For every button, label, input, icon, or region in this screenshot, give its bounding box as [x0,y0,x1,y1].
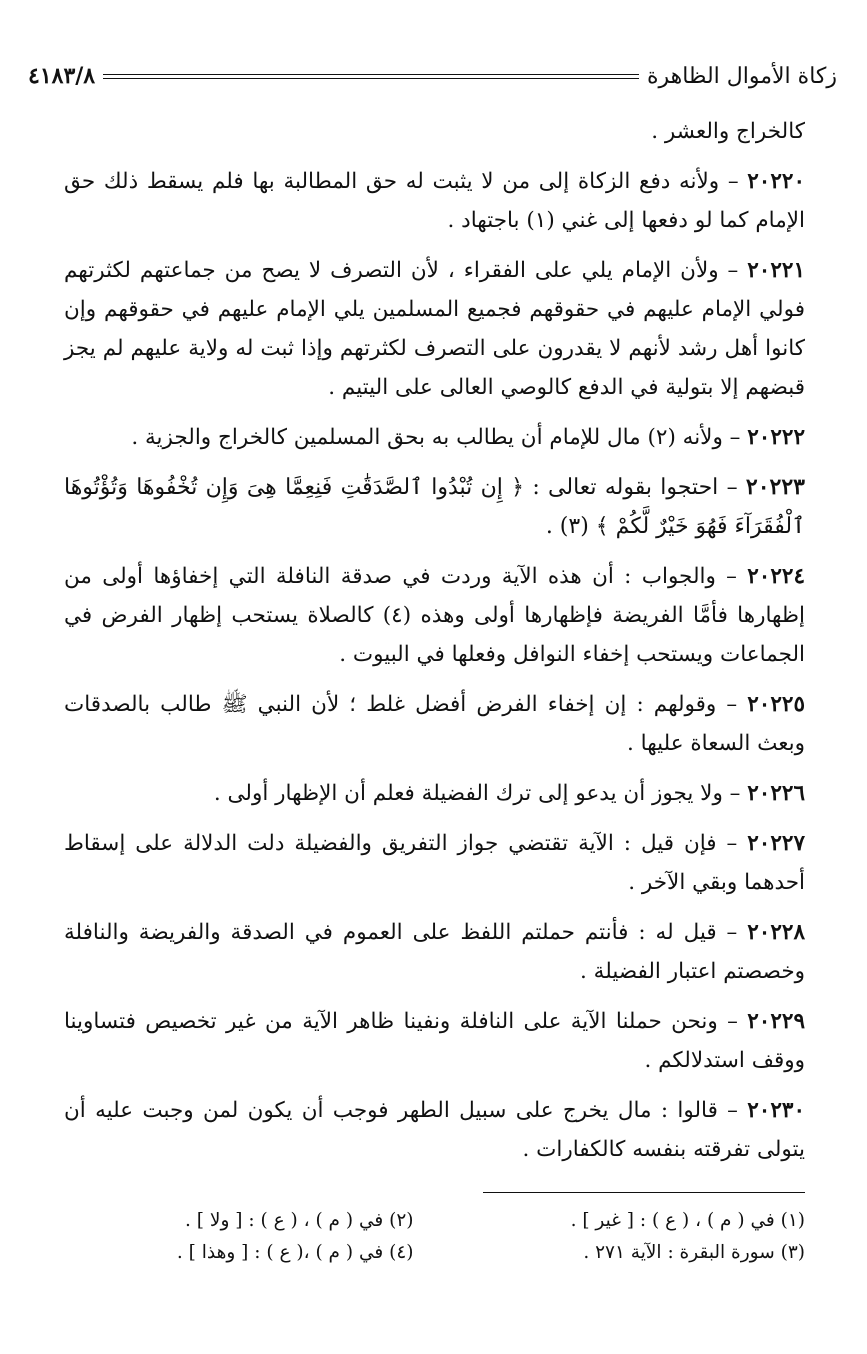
paragraph-text: – ولا يجوز أن يدعو إلى ترك الفضيلة فعلم أن الإظهار أولى . [213,781,748,806]
paragraph-number: ٢٠٢٢٨ [747,920,805,945]
paragraph-text: – قالوا : مال يخرج على سبيل الطهر فوجب أن يكون لمن وجبت عليه أن يتولى تفرقته بنفسه كالكفارات . [64,1098,805,1162]
paragraph-number: ٢٠٢٢٠ [747,169,805,194]
paragraph-text: كالخراج والعشر . [651,119,805,144]
running-title: زكاة الأموال الظاهرة [646,63,837,89]
paragraph [64,913,805,991]
page-number: ٤١٨٣/٨ [28,63,96,89]
paragraph-text: – احتجوا بقوله تعالى : ﴿ إِن تُبْدُوا ٱلصَّدَقَٰتِ فَنِعِمَّا هِىَ وَإِن تُخْفُوهَا وَتُؤْتُوهَا ٱلْفُقَرَآءَ فَهُوَ خَيْرٌ لَّكُمْ ﴾ (٣) . [64,475,805,539]
paragraph-number: ٢٠٢٢٧ [747,831,805,856]
paragraph-number: ٢٠٢٢٥ [747,692,805,717]
paragraph-text: – والجواب : أن هذه الآية وردت في صدقة النافلة التي إخفاؤها أولى من إظهارها فأمَّا الفريضة فإظهارها أولى وهذه (٤) كالصلاة يستحب إظهار الفرض في الجماعات ويستحب إخفاء النوافل وفعلها في البيوت . [64,564,805,667]
header-rule [103,74,639,79]
paragraph-text: – ولأن الإمام يلي على الفقراء ، لأن التصرف لا يصح من جماعتهم لكثرتهم فولي الإمام عليهم في حقوقهم فجميع المسلمين يلي الإمام عليهم في حقوقهم وإن كانوا أهل رشد لأنهم لا يقدرون على التصرف لكثرتهم وإذا ثبت له ولاية عليهم لم يجز قبضهم إلا بتولية في الدفع كالوصي العالى على اليتيم . [64,258,805,400]
paragraph-text: – ونحن حملنا الآية على النافلة ونفينا ظاهر الآية من غير تخصيص فتساوينا ووقف استدلالكم . [64,1009,805,1073]
footnote-1: (١) في ( م ) ، ( ع ) : [ غير ] . [570,1210,805,1231]
paragraph-text: – فإن قيل : الآية تقتضي جواز التفريق والفضيلة دلت الدلالة على إسقاط أحدهما وبقي الآخر . [64,831,805,895]
paragraph-text: – وقولهم : إن إخفاء الفرض أفضل غلط ؛ لأن النبي ﷺ طالب بالصدقات وبعث السعاة عليها . [64,692,805,756]
paragraph-text: – ولأنه (٢) مال للإمام أن يطالب به بحق المسلمين كالخراج والجزية . [131,425,748,450]
body-text [64,112,805,1180]
paragraph-number: ٢٠٢٢٣ [745,474,805,500]
paragraph [64,1091,805,1169]
footnote-separator [483,1192,805,1193]
paragraph [64,824,805,902]
footnotes [62,1208,805,1266]
paragraph [64,251,805,407]
paragraph-number: ٢٠٢٢٩ [747,1009,805,1034]
paragraph [64,774,805,813]
paragraph-number: ٢٠٢٣٠ [747,1098,805,1123]
page-header [28,58,837,94]
paragraph-number: ٢٠٢٢١ [747,258,805,283]
paragraph [64,1002,805,1080]
footnote-4: (٤) في ( م ) ،( ع ) : [ وهذا ] . [176,1242,414,1263]
paragraph [64,162,805,240]
paragraph-text: – قيل له : فأنتم حملتم اللفظ على العموم في الصدقة والفريضة والنافلة وخصصتم اعتبار الفضيلة . [64,920,805,984]
paragraph-number: ٢٠٢٢٤ [747,564,805,589]
footnote-3: (٣) سورة البقرة : الآية ٢٧١ . [583,1242,805,1263]
paragraph-text: – ولأنه دفع الزكاة إلى من لا يثبت له حق المطالبة بها فلم يسقط ذلك حق الإمام كما لو دفعها إلى غني (١) باجتهاد . [64,169,805,233]
paragraph [64,685,805,763]
paragraph-number: ٢٠٢٢٦ [747,781,805,806]
footnote-2: (٢) في ( م ) ، ( ع ) : [ ولا ] . [185,1210,414,1231]
paragraph [64,557,805,674]
paragraph [64,418,805,457]
paragraph [64,112,805,151]
paragraph-number: ٢٠٢٢٢ [747,425,805,450]
paragraph [64,468,805,546]
